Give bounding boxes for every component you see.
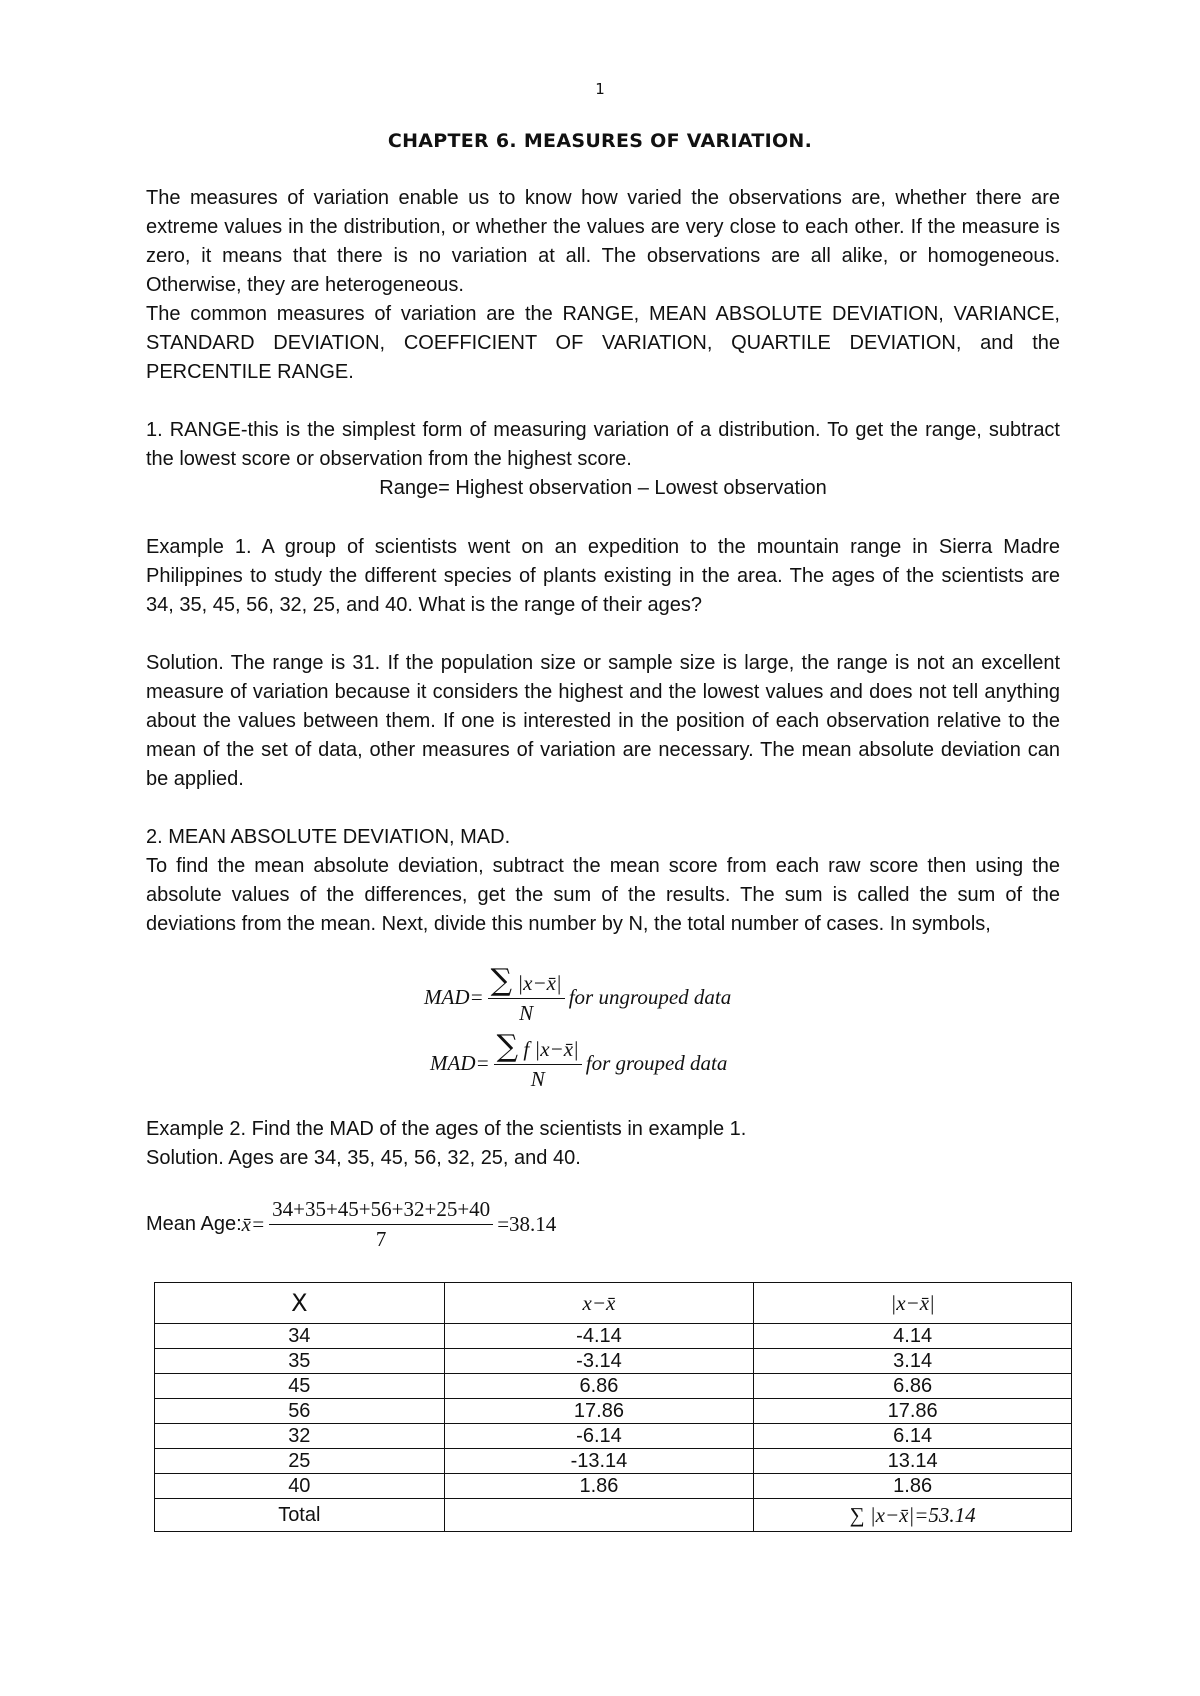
formula-numerator-expr: f |x−x̄| bbox=[523, 1037, 579, 1061]
cell-deviation: -13.14 bbox=[444, 1449, 754, 1474]
mad-table bbox=[154, 1282, 1072, 1532]
mean-age-result: =38.14 bbox=[497, 1211, 557, 1236]
cell-x: 35 bbox=[155, 1349, 445, 1374]
range-formula: Range= Highest observation – Lowest observation bbox=[379, 477, 827, 499]
column-header-deviation: x−x̄ bbox=[444, 1283, 754, 1324]
cell-x: 32 bbox=[155, 1424, 445, 1449]
table-row bbox=[155, 1349, 1072, 1374]
cell-deviation: -6.14 bbox=[444, 1424, 754, 1449]
intro-paragraph-2: The common measures of variation are the RANGE, MEAN ABSOLUTE DEVIATION, VARIANCE, STANDARD DEVIATION, COEFFICIENT OF VARIATION, QUARTILE DEVIATION, and the PERCENTILE RANGE. bbox=[146, 303, 1060, 383]
example-1-question: Example 1. A group of scientists went on an expedition to the mountain range in Sierra Madre Philippines to study the different species of plants existing in the area. The ages of the scientists are 34, 35, 45, 56, 32, 25, and 40. What is the range of their ages? bbox=[146, 536, 1060, 616]
mad-formula-ungrouped bbox=[424, 963, 732, 1026]
column-header-x: X bbox=[155, 1283, 445, 1324]
cell-x: 45 bbox=[155, 1374, 445, 1399]
cell-deviation: 17.86 bbox=[444, 1399, 754, 1424]
cell-absolute-deviation: 6.14 bbox=[754, 1424, 1072, 1449]
formula-denominator: N bbox=[530, 1067, 545, 1091]
formula-lhs: MAD= bbox=[430, 1050, 490, 1075]
cell-absolute-deviation: 4.14 bbox=[754, 1324, 1072, 1349]
cell-x: 25 bbox=[155, 1449, 445, 1474]
formula-note: for ungrouped data bbox=[568, 984, 732, 1009]
table-row bbox=[155, 1474, 1072, 1499]
summation-icon: ∑ bbox=[496, 1029, 519, 1064]
total-label: Total bbox=[155, 1499, 445, 1532]
mean-age-numerator: 34+35+45+56+32+25+40 bbox=[269, 1196, 493, 1225]
cell-absolute-deviation: 6.86 bbox=[754, 1374, 1072, 1399]
column-header-absolute-deviation: |x−x̄| bbox=[754, 1283, 1072, 1324]
table-total-row bbox=[155, 1499, 1072, 1532]
formula-fraction bbox=[494, 1029, 582, 1092]
table-row bbox=[155, 1424, 1072, 1449]
summation-icon: ∑ bbox=[490, 963, 513, 998]
cell-absolute-deviation: 3.14 bbox=[754, 1349, 1072, 1374]
total-blank-cell bbox=[444, 1499, 754, 1532]
intro-paragraph-1: The measures of variation enable us to know how varied the observations are, whether there are extreme values in the distribution, or whether the values are very close to each other. If the measure is zero, it means that there is no variation at all. The observations are all alike, or homogeneous. Otherwise, they are heterogeneous. bbox=[146, 187, 1060, 296]
mean-age-denominator: 7 bbox=[375, 1227, 387, 1251]
formula-numerator-expr: |x−x̄| bbox=[517, 971, 562, 995]
mean-age-lhs: x̄= bbox=[241, 1211, 266, 1236]
table-row bbox=[155, 1324, 1072, 1349]
formula-denominator: N bbox=[519, 1001, 534, 1025]
table-row bbox=[155, 1449, 1072, 1474]
formula-note: for grouped data bbox=[585, 1050, 728, 1075]
cell-absolute-deviation: 17.86 bbox=[754, 1399, 1072, 1424]
page-number: 1 bbox=[595, 80, 605, 98]
formula-numerator bbox=[494, 1029, 582, 1065]
cell-x: 34 bbox=[155, 1324, 445, 1349]
mean-age-formula bbox=[146, 1196, 556, 1252]
example-2-question: Example 2. Find the MAD of the ages of the scientists in example 1. bbox=[146, 1118, 747, 1140]
table-row bbox=[155, 1399, 1072, 1424]
mad-formula-grouped bbox=[430, 1029, 728, 1092]
formula-numerator bbox=[488, 963, 565, 999]
cell-deviation: -3.14 bbox=[444, 1349, 754, 1374]
table-row bbox=[155, 1374, 1072, 1399]
cell-absolute-deviation: 13.14 bbox=[754, 1449, 1072, 1474]
range-definition: 1. RANGE-this is the simplest form of measuring variation of a distribution. To get the range, subtract the lowest score or observation from the highest score. bbox=[146, 419, 1060, 470]
cell-deviation: 6.86 bbox=[444, 1374, 754, 1399]
total-value: ∑ |x−x̄|=53.14 bbox=[754, 1499, 1072, 1532]
cell-x: 56 bbox=[155, 1399, 445, 1424]
chapter-title: CHAPTER 6. MEASURES OF VARIATION. bbox=[387, 130, 813, 152]
cell-x: 40 bbox=[155, 1474, 445, 1499]
cell-deviation: -4.14 bbox=[444, 1324, 754, 1349]
mean-age-fraction bbox=[269, 1196, 493, 1252]
formula-fraction bbox=[488, 963, 565, 1026]
formula-lhs: MAD= bbox=[424, 984, 484, 1009]
cell-deviation: 1.86 bbox=[444, 1474, 754, 1499]
table-header-row bbox=[155, 1283, 1072, 1324]
example-1-solution: Solution. The range is 31. If the population size or sample size is large, the range is not an excellent measure of variation because it considers the highest and the lowest values and does not tell anything about the values between them. If one is interested in the position of each observation relative to the mean of the set of data, other measures of variation are necessary. The mean absolute deviation can be applied. bbox=[146, 652, 1060, 790]
cell-absolute-deviation: 1.86 bbox=[754, 1474, 1072, 1499]
mad-heading: 2. MEAN ABSOLUTE DEVIATION, MAD. bbox=[146, 826, 511, 848]
mean-age-label: Mean Age: bbox=[146, 1212, 242, 1235]
mad-definition: To find the mean absolute deviation, subtract the mean score from each raw score then using the absolute values of the differences, get the sum of the results. The sum is called the sum of the deviations from the mean. Next, divide this number by N, the total number of cases. In symbols, bbox=[146, 855, 1060, 935]
example-2-solution: Solution. Ages are 34, 35, 45, 56, 32, 25, and 40. bbox=[146, 1147, 581, 1169]
